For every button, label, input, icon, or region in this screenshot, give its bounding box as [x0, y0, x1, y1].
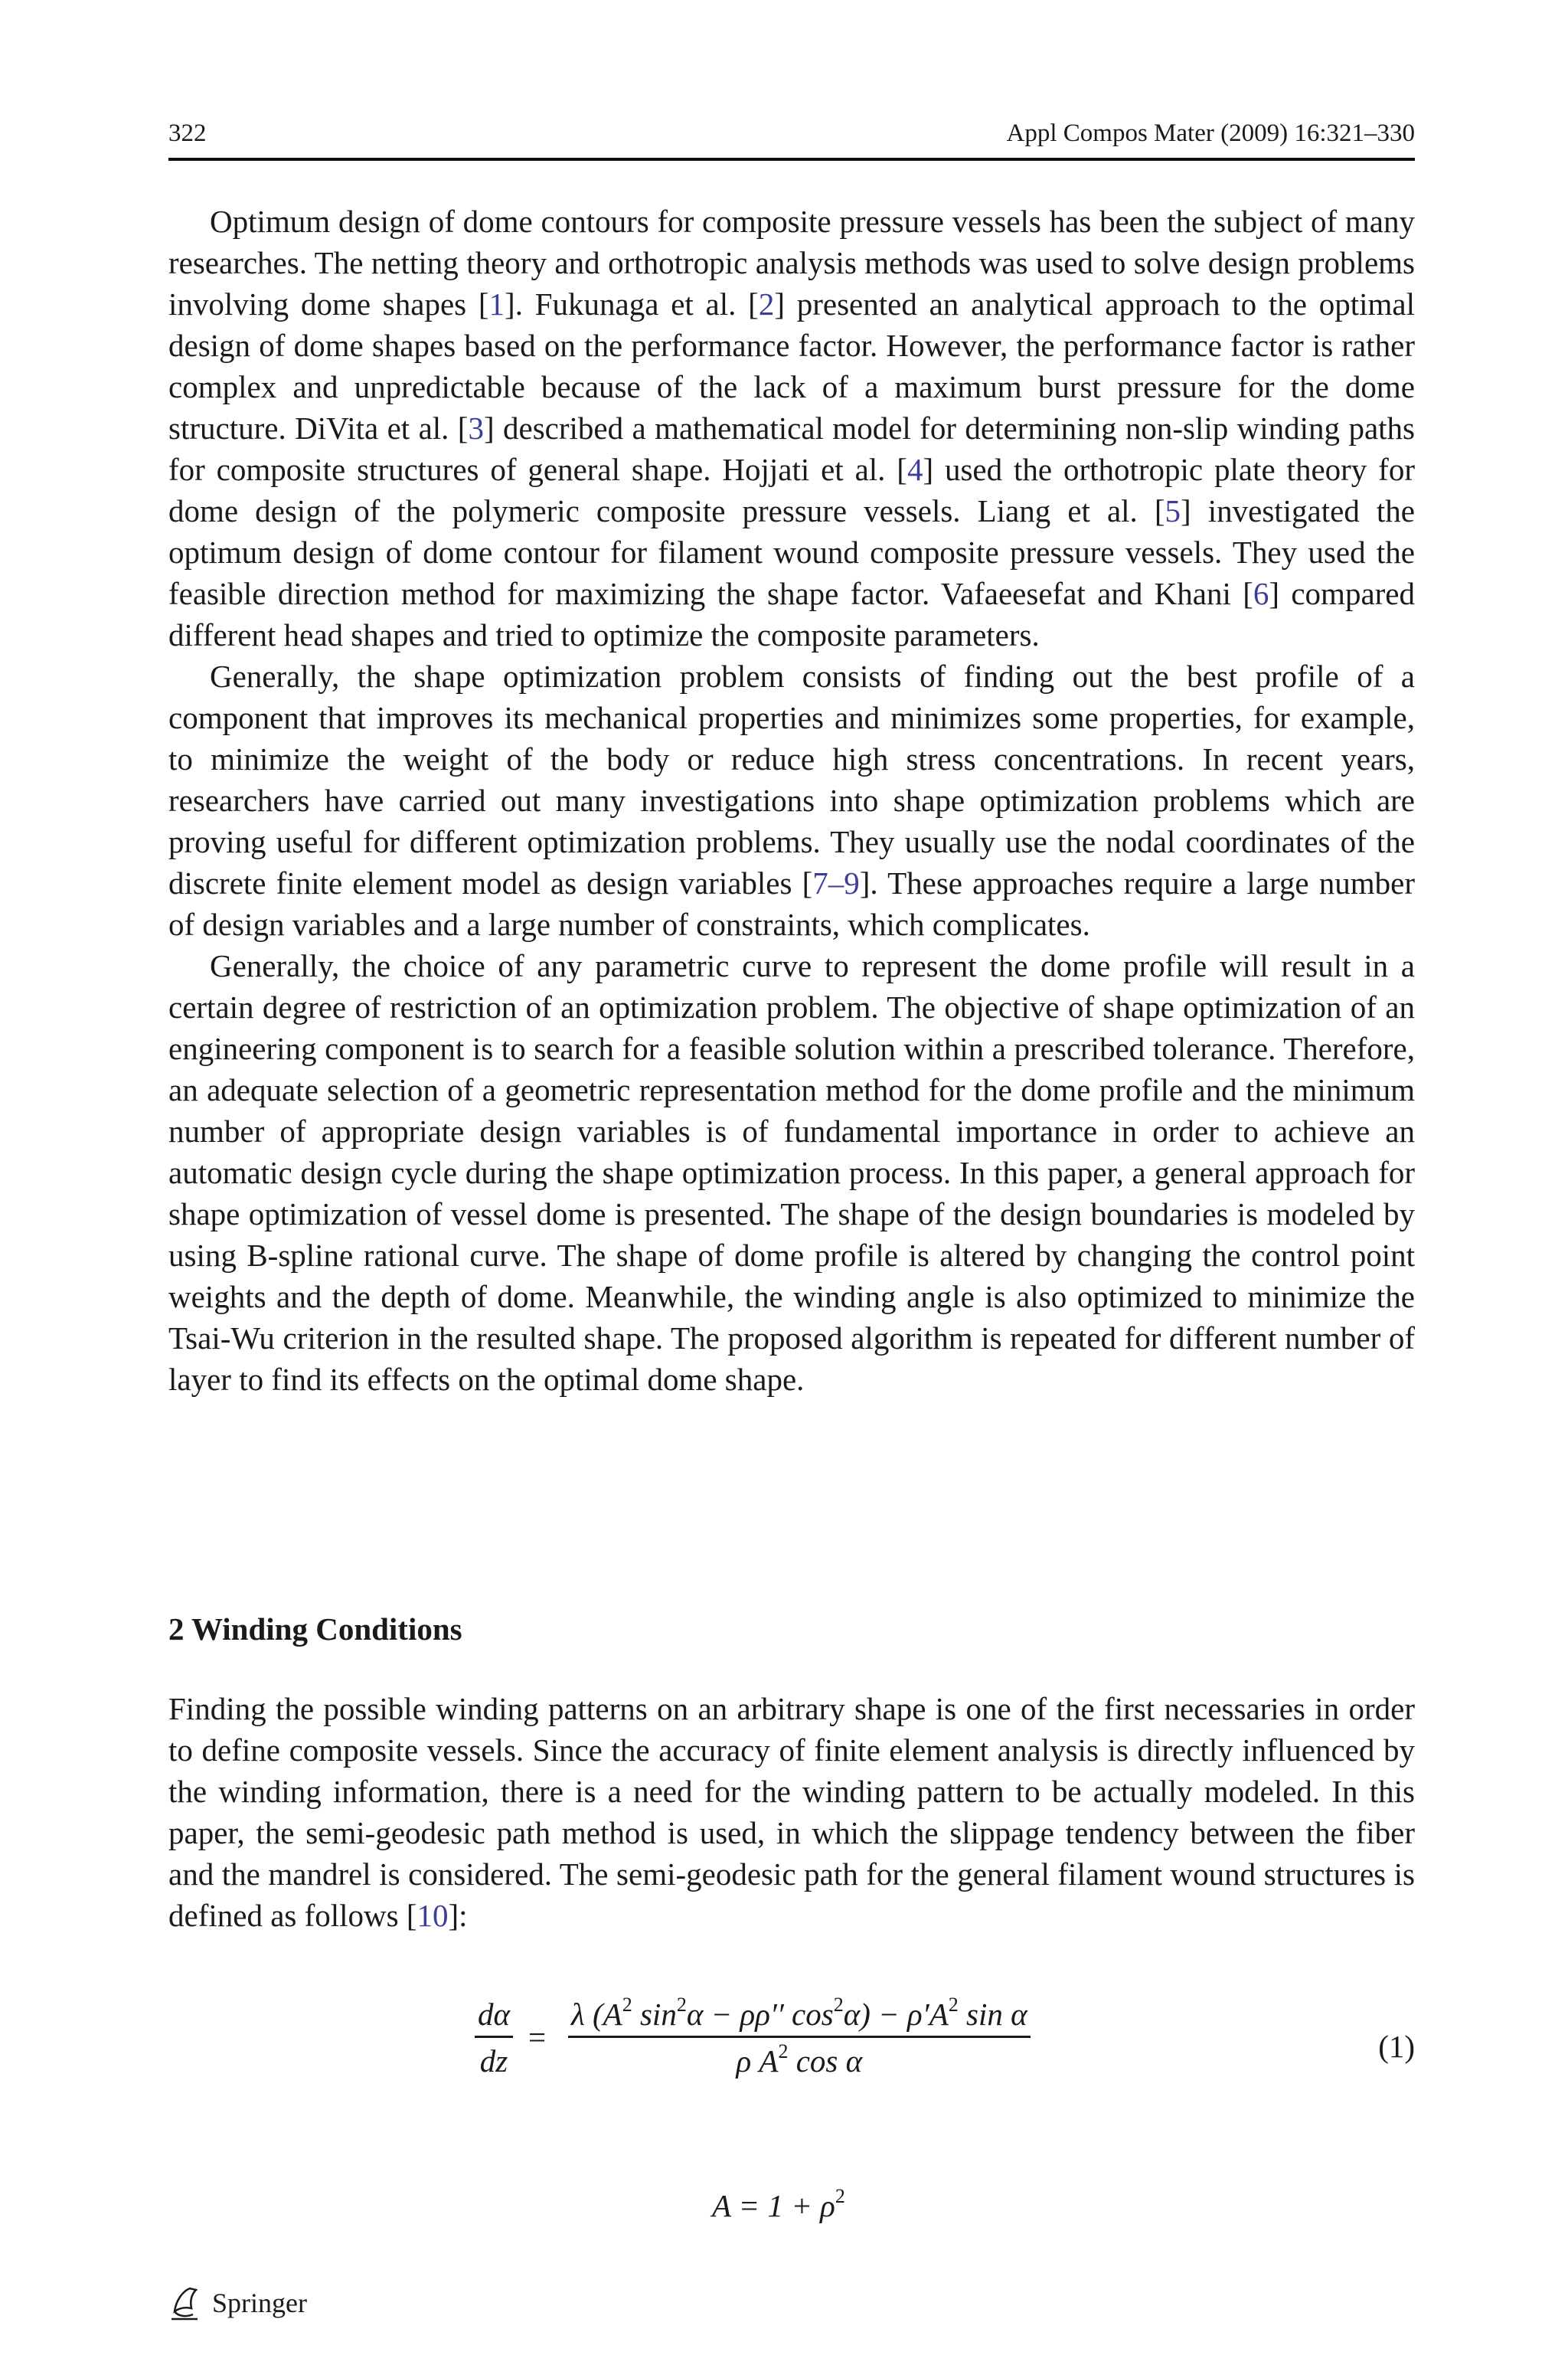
section-heading: 2 Winding Conditions	[168, 1611, 462, 1647]
header-rule	[168, 158, 1415, 161]
intro-text	[168, 201, 1415, 1400]
equation-2: $A = 1 + \rho^2$	[712, 2185, 845, 2223]
paragraph-winding: Finding the possible winding patterns on an arbitrary shape is one of the first necessaries in order to define composite vessels. Since the accuracy of finite element analysis is directly influenced by the winding information, there is a need for the winding pattern to be actually modeled. In this paper, the semi-geodesic path method is used, in which the slippage tendency between the fiber and the mandrel is considered. The semi-geodesic path for the general filament wound structures is defined as follows [10]:	[168, 1691, 1415, 1933]
eq1-lhs-fraction: $\frac{d\alpha}{dz}$	[475, 1996, 513, 2079]
citation-link[interactable]: 5	[1165, 493, 1181, 528]
citation-link[interactable]: 7–9	[812, 865, 860, 901]
citation-link[interactable]: 10	[416, 1898, 449, 1933]
equation-1	[475, 1996, 1415, 2095]
citation-link[interactable]: 3	[468, 411, 484, 446]
citation-link[interactable]: 6	[1253, 576, 1269, 611]
publisher-footer	[168, 2284, 307, 2322]
publisher-name: Springer	[212, 2287, 307, 2318]
journal-reference: Appl Compos Mater (2009) 16:321–330	[1006, 119, 1415, 147]
eq1-equals: =	[528, 2020, 547, 2055]
springer-logo-icon	[168, 2285, 201, 2321]
page-number: 322	[168, 119, 207, 147]
running-header	[168, 116, 1415, 150]
eq1-rhs-fraction: $\frac{\lambda (A^2 \sin^2\alpha - \rho\rho'' \cos^2\alpha) - \rho'A^2 \sin \alpha}{\rho A^2 \cos \alpha}$	[568, 1996, 1031, 2079]
paragraph-dome-design: Optimum design of dome contours for composite pressure vessels has been the subject of many researches. The netting theory and orthotropic analysis methods was used to solve design problems involving dome shapes [1]. Fukunaga et al. [2] presented an analytical approach to the optimal design of dome shapes based on the performance factor. However, the performance factor is rather complex and unpredictable because of the lack of a maximum burst pressure for the dome structure. DiVita et al. [3] described a mathematical model for determining non-slip winding paths for composite structures of general shape. Hojjati et al. [4] used the orthotropic plate theory for dome design of the polymeric composite pressure vessels. Liang et al. [5] investigated the optimum design of dome contour for filament wound composite pressure vessels. They used the feasible direction method for maximizing the shape factor. Vafaeesefat and Khani [6] compared different head shapes and tried to optimize the composite parameters.	[168, 204, 1415, 653]
section2-text	[168, 1688, 1415, 1936]
paragraph-parametric-curve: Generally, the choice of any parametric curve to represent the dome profile will result in a certain degree of restriction of an optimization problem. The objective of shape optimization of an engineering component is to search for a feasible solution within a prescribed tolerance. Therefore, an adequate selection of a geometric representation method for the dome profile and the minimum number of appropriate design variables is of fundamental importance in order to achieve an automatic design cycle during the shape optimization process. In this paper, a general approach for shape optimization of vessel dome is presented. The shape of the design boundaries is modeled by using B-spline rational curve. The shape of dome profile is altered by changing the control point weights and the depth of dome. Meanwhile, the winding angle is also optimized to minimize the Tsai-Wu criterion in the resulted shape. The proposed algorithm is repeated for different number of layer to find its effects on the optimal dome shape.	[168, 948, 1415, 1397]
equation-number: (1)	[1378, 2029, 1415, 2064]
paragraph-shape-optimization: Generally, the shape optimization problem consists of finding out the best profile of a component that improves its mechanical properties and minimizes some properties, for example, to minimize the weight of the body or reduce high stress concentrations. In recent years, researchers have carried out many investigations into shape optimization problems which are proving useful for different optimization problems. They usually use the nodal coordinates of the discrete finite element model as design variables [7–9]. These approaches require a large number of design variables and a large number of constraints, which complicates.	[168, 659, 1415, 942]
citation-link[interactable]: 4	[906, 452, 923, 487]
citation-link[interactable]: 1	[488, 286, 505, 322]
citation-link[interactable]: 2	[758, 286, 775, 322]
